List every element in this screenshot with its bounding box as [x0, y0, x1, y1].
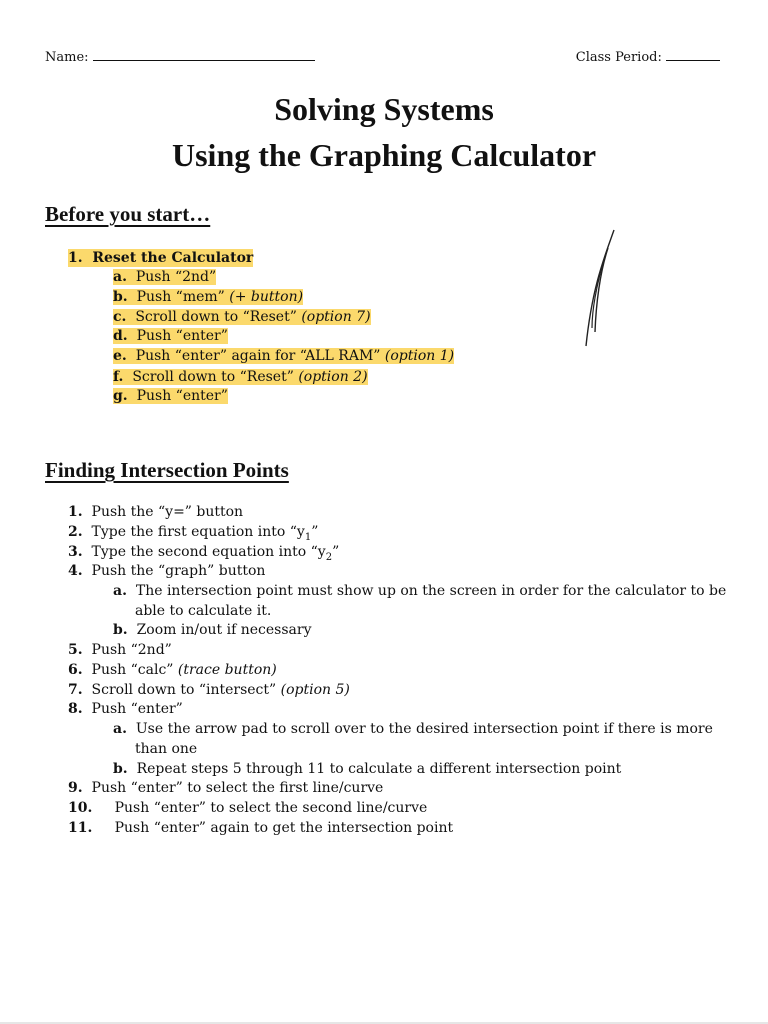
section-heading-finding-intersection-points: Finding Intersection Points — [45, 458, 289, 482]
reset-step — [113, 308, 371, 328]
step-note: (option 1) — [384, 348, 455, 364]
list-item — [68, 779, 383, 799]
sub-item-letter: b. — [113, 622, 128, 638]
step-text: Push “enter” — [136, 388, 228, 404]
step-text: Push “mem” — [136, 289, 230, 305]
step-note: (option 2) — [298, 369, 368, 385]
page-title — [0, 86, 768, 178]
sub-item-text: The intersection point must show up on the screen in order for the calculator to be — [135, 583, 727, 599]
sub-item — [113, 621, 311, 641]
step-letter: c. — [113, 309, 127, 325]
list-item — [68, 543, 339, 563]
subscript: 1 — [304, 531, 312, 543]
class-period-blank-line — [666, 48, 720, 61]
step-letter: f. — [113, 369, 124, 385]
sub-item-continuation — [135, 740, 197, 760]
item-text: Push “calc” — [91, 662, 178, 678]
item-text: Push “enter” — [91, 701, 183, 717]
item-number: 9. — [68, 780, 83, 796]
sub-item — [113, 720, 713, 740]
item-number: 3. — [68, 544, 83, 560]
item-note: (option 5) — [280, 682, 350, 698]
item-number: 1. — [68, 504, 83, 520]
step-text: Push “2nd” — [135, 269, 217, 285]
item-text: Push the “graph” button — [91, 563, 266, 579]
list-item — [68, 661, 277, 681]
reset-step — [113, 387, 228, 407]
list-item — [68, 799, 427, 819]
sub-item-text: Use the arrow pad to scroll over to the desired intersection point if there is more — [135, 721, 713, 737]
step-letter: a. — [113, 269, 127, 285]
item-text: Push “enter” again to get the intersection point — [114, 820, 454, 836]
step-text: Push “enter” again for “ALL RAM” — [135, 348, 385, 364]
list-item — [68, 681, 350, 701]
sub-item — [113, 582, 726, 602]
list-item — [68, 641, 172, 661]
title-line-2: Using the Graphing Calculator — [171, 137, 597, 173]
name-blank-line — [93, 48, 315, 61]
section-heading-before-you-start: Before you start… — [45, 202, 211, 226]
item-number: 1. — [68, 250, 83, 266]
sub-item-text: able to calculate it. — [135, 603, 272, 619]
reset-step — [113, 268, 216, 288]
item-number: 10. — [68, 800, 93, 816]
reset-step — [113, 347, 454, 367]
item-number: 8. — [68, 701, 83, 717]
step-letter: b. — [113, 289, 128, 305]
sub-item-letter: b. — [113, 761, 128, 777]
step-letter: g. — [113, 388, 128, 404]
reset-step — [113, 327, 228, 347]
name-field — [45, 48, 315, 65]
item-number: 5. — [68, 642, 83, 658]
class-period-field — [576, 48, 720, 65]
list-item — [68, 503, 243, 523]
sub-item-letter: a. — [113, 721, 127, 737]
pen-scribble-mark — [578, 228, 622, 348]
list-item — [68, 562, 265, 582]
list-item — [68, 819, 453, 839]
sub-item — [113, 760, 621, 780]
reset-step — [113, 368, 368, 388]
sub-item-text: Zoom in/out if necessary — [136, 622, 312, 638]
sub-item-text: than one — [135, 741, 198, 757]
item-number: 4. — [68, 563, 83, 579]
sub-item-letter: a. — [113, 583, 127, 599]
item-text: Type the second equation into “y — [91, 544, 326, 560]
subscript: 2 — [325, 551, 333, 563]
item-label: Reset the Calculator — [92, 250, 254, 266]
item-number: 7. — [68, 682, 83, 698]
list-item — [68, 700, 183, 720]
sub-item-text: Repeat steps 5 through 11 to calculate a different intersection point — [136, 761, 622, 777]
item-number: 2. — [68, 524, 83, 540]
step-letter: e. — [113, 348, 127, 364]
item-text: Type the first equation into “y — [91, 524, 305, 540]
reset-step — [113, 288, 303, 308]
item-text: Push “enter” to select the first line/curve — [91, 780, 384, 796]
item-number: 11. — [68, 820, 93, 836]
step-note: (+ button) — [229, 289, 304, 305]
list-item-reset-calculator — [68, 249, 253, 269]
item-text: Push the “y=” button — [91, 504, 244, 520]
step-text: Push “enter” — [136, 328, 228, 344]
item-number: 6. — [68, 662, 83, 678]
list-item — [68, 523, 318, 543]
class-period-label: Class Period: — [575, 50, 662, 65]
step-text: Scroll down to “Reset” — [135, 309, 302, 325]
name-label: Name: — [45, 50, 89, 65]
item-text-end: ” — [311, 524, 319, 540]
step-letter: d. — [113, 328, 128, 344]
step-note: (option 7) — [301, 309, 371, 325]
sub-item-continuation — [135, 602, 271, 622]
title-line-1: Solving Systems — [274, 91, 494, 127]
item-text: Push “2nd” — [91, 642, 172, 658]
item-text: Scroll down to “intersect” — [91, 682, 281, 698]
step-text: Scroll down to “Reset” — [132, 369, 299, 385]
item-text-end: ” — [332, 544, 340, 560]
item-note: (trace button) — [177, 662, 277, 678]
item-text: Push “enter” to select the second line/curve — [114, 800, 428, 816]
